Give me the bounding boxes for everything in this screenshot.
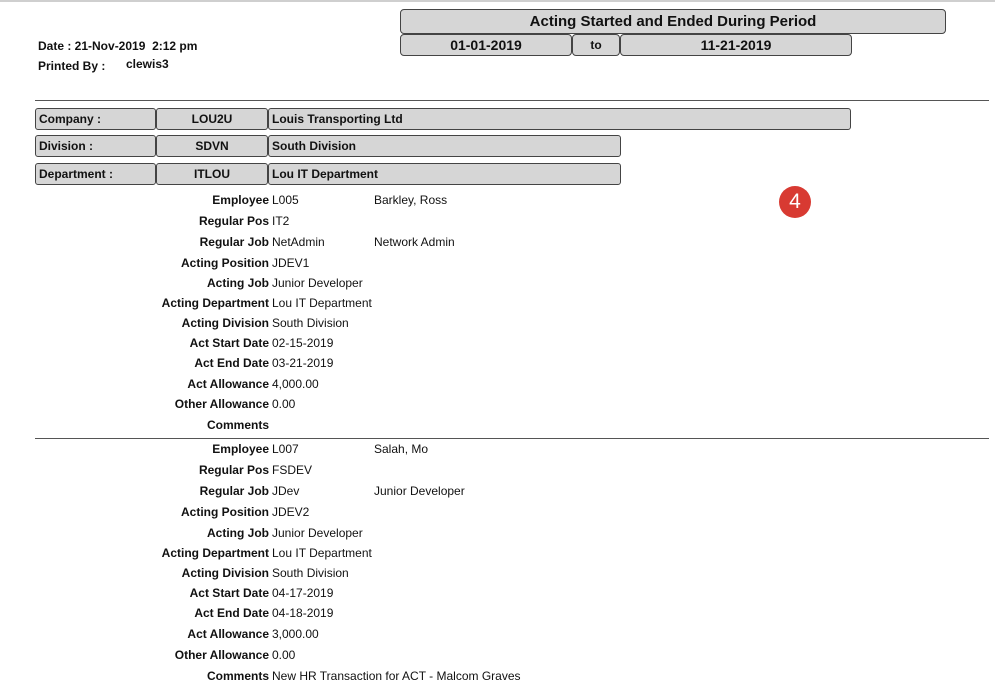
employee-label: Employee	[212, 442, 269, 456]
acting-position-value: JDEV2	[272, 505, 310, 519]
act-allowance-value: 3,000.00	[272, 627, 319, 641]
acting-job-label: Acting Job	[207, 526, 269, 540]
other-allowance-value: 0.00	[272, 648, 296, 662]
window-top-border	[0, 0, 995, 2]
other-allowance-value: 0.00	[272, 397, 296, 411]
step-number-badge: 4	[779, 186, 811, 218]
regular-job-label: Regular Job	[199, 235, 269, 249]
act-start-date-value: 04-17-2019	[272, 586, 334, 600]
company-name: Louis Transporting Ltd	[268, 108, 851, 130]
acting-department-value: Lou IT Department	[272, 546, 372, 560]
regular-pos-value: FSDEV	[272, 463, 313, 477]
acting-job-label: Acting Job	[207, 276, 269, 290]
employee-name: Barkley, Ross	[374, 193, 448, 207]
other-allowance-label: Other Allowance	[174, 648, 269, 662]
other-allowance-label: Other Allowance	[174, 397, 269, 411]
acting-department-value: Lou IT Department	[272, 296, 372, 310]
act-start-date-label: Act Start Date	[189, 586, 269, 600]
employee-label: Employee	[212, 193, 269, 207]
comments-label: Comments	[206, 669, 269, 683]
company-label: Company :	[35, 108, 156, 130]
regular-job-name: Network Admin	[374, 235, 455, 249]
acting-division-label: Acting Division	[181, 316, 269, 330]
acting-position-label: Acting Position	[181, 256, 269, 270]
printed-by-label: Printed By :	[38, 59, 106, 73]
act-start-date-value: 02-15-2019	[272, 336, 334, 350]
division-label: Division :	[35, 135, 156, 157]
department-code: ITLOU	[156, 163, 268, 185]
period-to-box: 11-21-2019	[620, 34, 852, 56]
acting-department-label: Acting Department	[161, 296, 269, 310]
employee-id: L005	[272, 193, 299, 207]
acting-division-label: Acting Division	[181, 566, 269, 580]
date-label: Date : 21-Nov-2019	[38, 39, 146, 53]
regular-pos-label: Regular Pos	[198, 463, 269, 477]
act-end-date-label: Act End Date	[194, 606, 269, 620]
act-allowance-label: Act Allowance	[187, 377, 269, 391]
regular-job-name: Junior Developer	[374, 484, 465, 498]
act-end-date-value: 03-21-2019	[272, 356, 334, 370]
period-from-box: 01-01-2019	[400, 34, 572, 56]
employee-name: Salah, Mo	[374, 442, 429, 456]
act-start-date-label: Act Start Date	[189, 336, 269, 350]
act-end-date-label: Act End Date	[194, 356, 269, 370]
acting-division-value: South Division	[272, 316, 349, 330]
comments-label: Comments	[206, 418, 269, 432]
division-code: SDVN	[156, 135, 268, 157]
printed-by-user: clewis3	[126, 57, 169, 71]
acting-division-value: South Division	[272, 566, 349, 580]
regular-job-label: Regular Job	[199, 484, 269, 498]
comments-value: New HR Transaction for ACT - Malcom Graves	[272, 669, 521, 683]
division-name: South Division	[268, 135, 621, 157]
acting-position-value: JDEV1	[272, 256, 310, 270]
period-to-word: to	[572, 34, 620, 56]
department-name: Lou IT Department	[268, 163, 621, 185]
acting-job-value: Junior Developer	[272, 276, 363, 290]
act-end-date-value: 04-18-2019	[272, 606, 334, 620]
act-allowance-label: Act Allowance	[187, 627, 269, 641]
company-code: LOU2U	[156, 108, 268, 130]
act-allowance-value: 4,000.00	[272, 377, 319, 391]
report-title: Acting Started and Ended During Period	[400, 9, 946, 34]
report-date	[38, 39, 197, 53]
regular-pos-label: Regular Pos	[198, 214, 269, 228]
acting-job-value: Junior Developer	[272, 526, 363, 540]
regular-pos-value: IT2	[272, 214, 290, 228]
department-label: Department :	[35, 163, 156, 185]
acting-department-label: Acting Department	[161, 546, 269, 560]
record-separator	[35, 438, 989, 439]
regular-job-code: JDev	[272, 484, 300, 498]
employee-id: L007	[272, 442, 299, 456]
header-rule	[35, 100, 989, 101]
acting-position-label: Acting Position	[181, 505, 269, 519]
regular-job-code: NetAdmin	[272, 235, 325, 249]
report-time: 2:12 pm	[152, 39, 198, 53]
